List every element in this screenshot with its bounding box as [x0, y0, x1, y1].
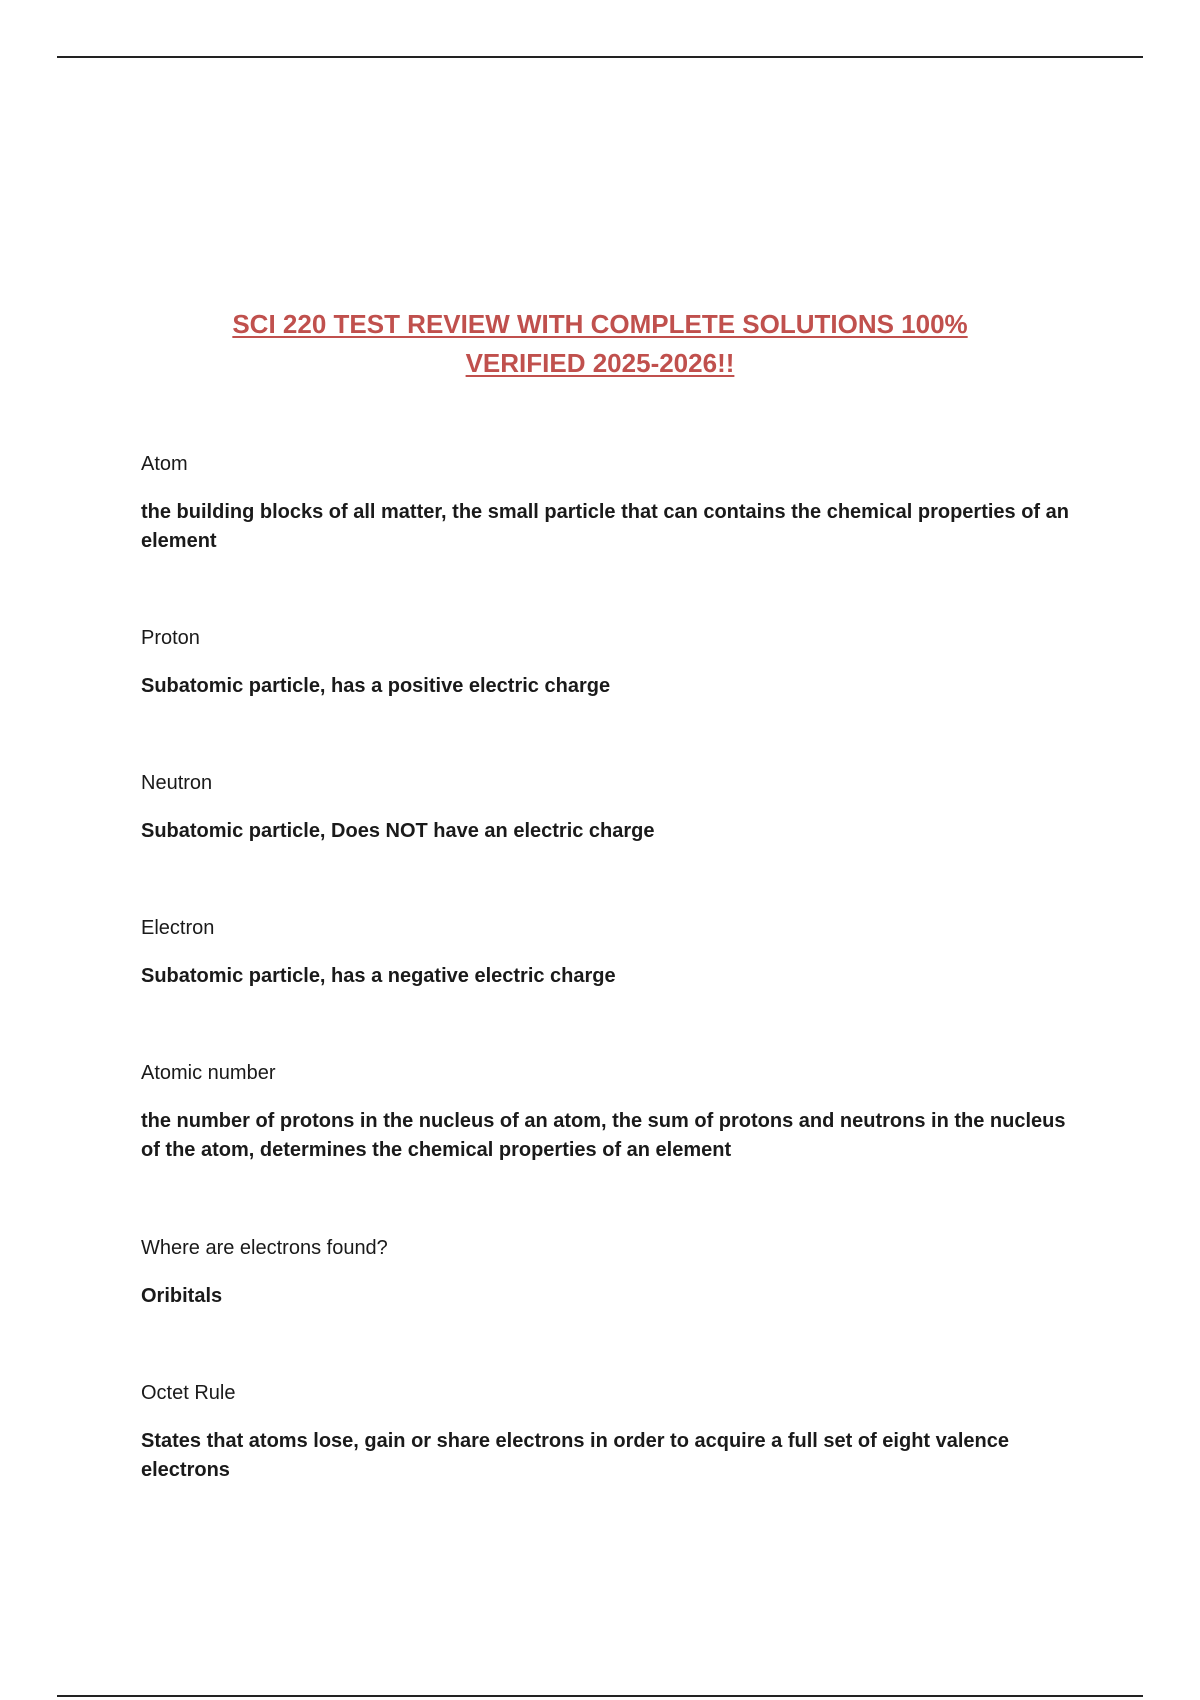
top-rule — [57, 56, 1143, 58]
term: Neutron — [141, 772, 213, 794]
entry-atom — [141, 452, 1081, 556]
definition: Subatomic particle, has a positive electric charge — [141, 675, 611, 697]
term: Electron — [141, 917, 215, 939]
definition: the number of protons in the nucleus of an atom, the sum of protons and neutrons in the nucleus of the atom, determines the chemical properties of an element — [141, 1110, 1066, 1161]
bottom-rule — [57, 1695, 1143, 1697]
definition: the building blocks of all matter, the small particle that can contains the chemical properties of an element — [141, 501, 1069, 552]
document-title — [0, 305, 1200, 383]
title-line-2: VERIFIED 2025-2026!! — [465, 348, 735, 378]
definition: Subatomic particle, Does NOT have an electric charge — [141, 820, 655, 842]
title-line-1: SCI 220 TEST REVIEW WITH COMPLETE SOLUTIONS 100% — [232, 309, 968, 339]
entry-octet-rule — [141, 1381, 1081, 1485]
entry-where-electrons — [141, 1236, 1081, 1311]
term: Octet Rule — [141, 1382, 236, 1404]
definition: Oribitals — [141, 1285, 223, 1307]
entry-electron — [141, 916, 1081, 991]
entry-neutron — [141, 771, 1081, 846]
term: Atom — [141, 453, 188, 475]
term: Proton — [141, 627, 200, 649]
entry-atomic-number — [141, 1061, 1081, 1165]
definition: Subatomic particle, has a negative electric charge — [141, 965, 616, 987]
term: Where are electrons found? — [141, 1237, 388, 1259]
entry-proton — [141, 626, 1081, 701]
definition: States that atoms lose, gain or share electrons in order to acquire a full set of eight valence electrons — [141, 1430, 1010, 1481]
term: Atomic number — [141, 1062, 276, 1084]
